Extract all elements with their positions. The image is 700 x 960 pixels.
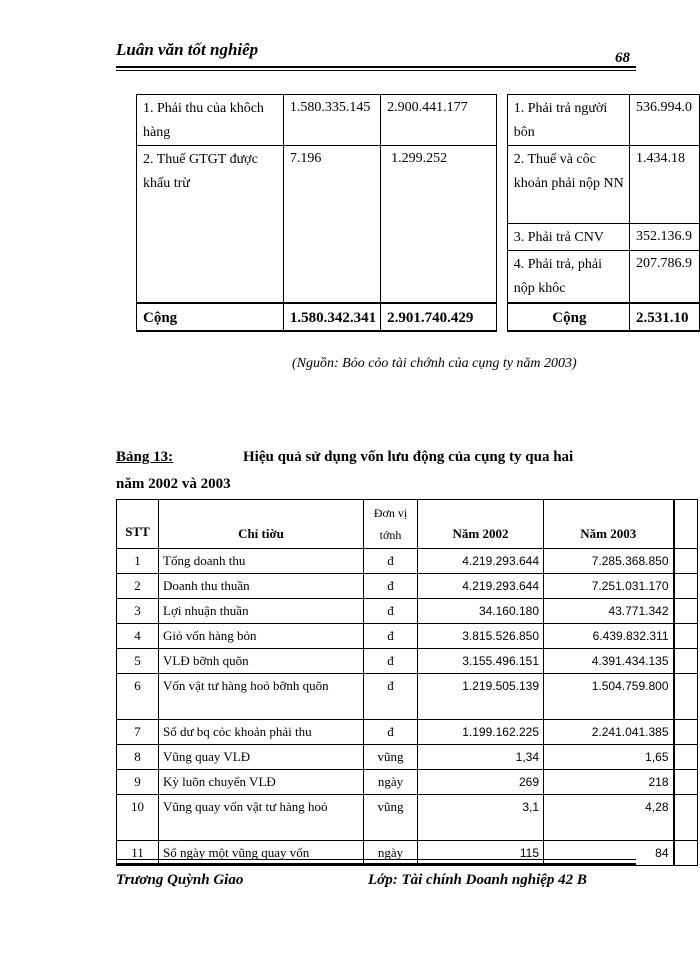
row-2002: 34.160.180: [418, 599, 544, 624]
right-label: 1. Phải trả người bôn: [507, 95, 629, 146]
row-unit: ngày: [364, 770, 418, 795]
row-2003: 1.504.759.800: [544, 674, 674, 720]
row-stt: 11: [117, 841, 159, 866]
row-2002: 269: [418, 770, 544, 795]
row-stt: 9: [117, 770, 159, 795]
row-indicator: Số ngày một vũng quay vốn: [159, 841, 364, 866]
total-label-right: Cộng: [507, 303, 629, 331]
row-indicator: Vốn vật tư hàng hoỏ bỡnh quõn: [159, 674, 364, 720]
source-note: (Nguồn: Bỏo cỏo tài chớnh của cụng ty năm 2003): [292, 356, 577, 371]
row-unit: đ: [364, 624, 418, 649]
row-unit: đ: [364, 674, 418, 720]
row-stt: 10: [117, 795, 159, 841]
row-stt: 6: [117, 674, 159, 720]
page-number: 68: [615, 50, 630, 66]
row-indicator: Vũng quay vốn vật tư hàng hoỏ: [159, 795, 364, 841]
table-title-line2: năm 2002 và 2003: [116, 476, 231, 492]
row-2002: 3.155.496.151: [418, 649, 544, 674]
working-capital-efficiency-table: [116, 499, 698, 866]
row-unit: đ: [364, 720, 418, 745]
row-stt: 3: [117, 599, 159, 624]
row-2002: 3,1: [418, 795, 544, 841]
left-label: 1. Phải thu của khôch hàng: [137, 95, 284, 146]
right-label: 3. Phải trả CNV: [507, 224, 629, 251]
row-indicator: Số dư bq cỏc khoản phải thu: [159, 720, 364, 745]
table-title: Hiệu quả sử dụng vốn lưu động của cụng ty qua hai: [243, 449, 574, 465]
left-value-2002: 1.580.335.145: [283, 95, 380, 146]
row-indicator: Giỏ vốn hàng bỏn: [159, 624, 364, 649]
right-label: 2. Thuế và côc khoản phải nộp NN: [507, 146, 629, 224]
row-2003: 4,28: [544, 795, 674, 841]
header-indicator: Chỉ tiờu: [159, 500, 364, 549]
row-stt: 8: [117, 745, 159, 770]
footer-author: Trương Quỳnh Giao: [116, 872, 244, 888]
header-unit: Đơn vị tớnh: [364, 500, 418, 549]
footer-rule-thin: [116, 859, 636, 860]
table-caption: Bảng 13:: [116, 449, 174, 465]
row-unit: vũng: [364, 795, 418, 841]
row-stt: 2: [117, 574, 159, 599]
row-2003: 218: [544, 770, 674, 795]
row-2003: 1,65: [544, 745, 674, 770]
row-unit: vũng: [364, 745, 418, 770]
row-2002: 115: [418, 841, 544, 866]
row-indicator: Tổng doanh thu: [159, 549, 364, 574]
row-indicator: VLĐ bỡnh quõn: [159, 649, 364, 674]
row-2003: 7.285.368.850: [544, 549, 674, 574]
footer-rule: [116, 863, 636, 865]
row-stt: 1: [117, 549, 159, 574]
right-value: 1.434.18: [630, 146, 700, 224]
row-stt: 4: [117, 624, 159, 649]
receivables-payables-table: [136, 94, 700, 332]
row-unit: đ: [364, 599, 418, 624]
total-2002: 1.580.342.341: [283, 303, 380, 331]
header-rule: [116, 66, 636, 68]
row-2003: 2.241.041.385: [544, 720, 674, 745]
row-2002: 4.219.293.644: [418, 574, 544, 599]
row-unit: ngày: [364, 841, 418, 866]
row-2002: 4.219.293.644: [418, 549, 544, 574]
row-2002: 3.815.526.850: [418, 624, 544, 649]
header-rule-thin: [116, 70, 636, 71]
header-title: Luân văn tốt nghiêp: [116, 40, 259, 59]
header-2002: Năm 2002: [418, 500, 544, 549]
row-indicator: Vũng quay VLĐ: [159, 745, 364, 770]
row-2003: 6.439.832.311: [544, 624, 674, 649]
header-stt: STT: [117, 500, 159, 549]
row-unit: đ: [364, 549, 418, 574]
row-2002: 1,34: [418, 745, 544, 770]
row-2003: 7.251.031.170: [544, 574, 674, 599]
row-2003: 43.771.342: [544, 599, 674, 624]
row-stt: 7: [117, 720, 159, 745]
left-value-2003: 1.299.252: [381, 146, 497, 303]
row-2003: 4.391.434.135: [544, 649, 674, 674]
row-2002: 1.199.162.225: [418, 720, 544, 745]
left-value-2002: 7.196: [283, 146, 380, 303]
right-label: 4. Phải trả, phải nộp khôc: [507, 251, 629, 303]
row-stt: 5: [117, 649, 159, 674]
row-indicator: Kỳ luõn chuyển VLĐ: [159, 770, 364, 795]
left-value-2003: 2.900.441.177: [381, 95, 497, 146]
row-2003: 84: [544, 841, 674, 866]
header-2003: Năm 2003: [544, 500, 674, 549]
footer-class: Lớp: Tài chính Doanh nghiệp 42 B: [368, 872, 587, 888]
row-2002: 1.219.505.139: [418, 674, 544, 720]
total-label: Cộng: [137, 303, 284, 331]
left-label: 2. Thuế GTGT được khấu trừ: [137, 146, 284, 303]
row-unit: đ: [364, 649, 418, 674]
total-2003: 2.901.740.429: [381, 303, 497, 331]
row-unit: đ: [364, 574, 418, 599]
row-indicator: Lợi nhuận thuần: [159, 599, 364, 624]
total-right-value: 2.531.10: [630, 303, 700, 331]
right-value: 207.786.9: [630, 251, 700, 303]
row-indicator: Doanh thu thuần: [159, 574, 364, 599]
right-value: 352.136.9: [630, 224, 700, 251]
right-value: 536.994.0: [630, 95, 700, 146]
